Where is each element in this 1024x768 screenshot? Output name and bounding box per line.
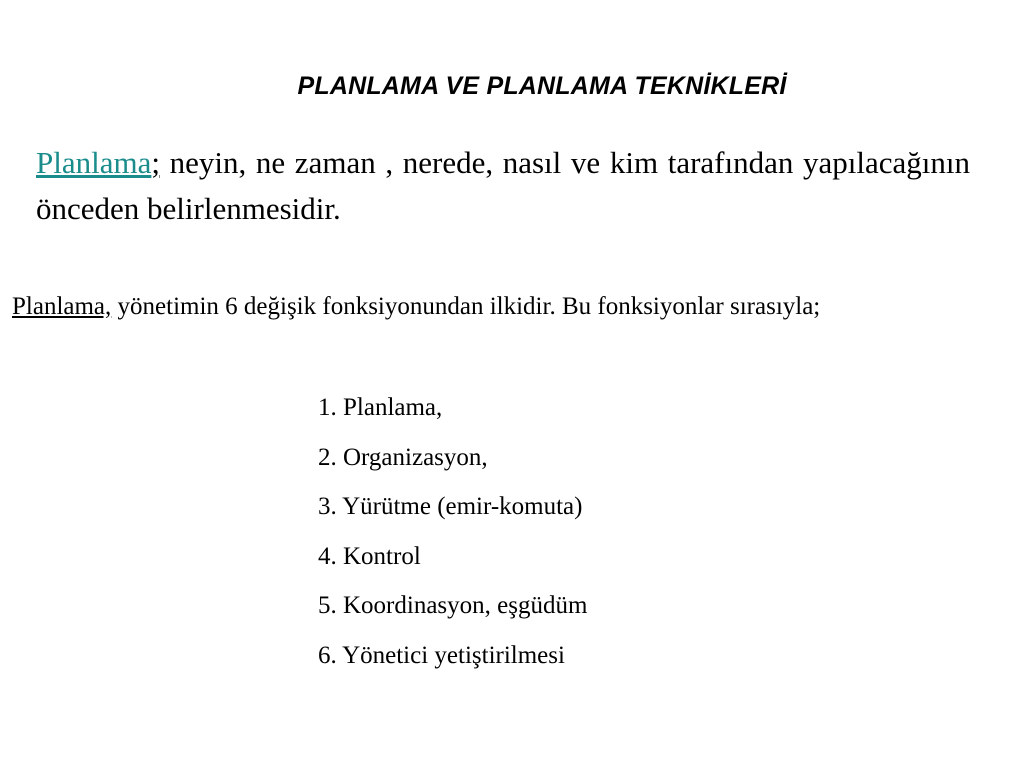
intro-term: Planlama, <box>12 293 112 320</box>
definition-term: Planlama <box>36 145 152 180</box>
list-item: 1. Planlama, <box>318 394 443 421</box>
list-item: 5. Koordinasyon, eşgüdüm <box>318 592 588 619</box>
list-item: 2. Organizasyon, <box>318 443 488 471</box>
intro-text: yönetimin 6 değişik fonksiyonundan ilkidir. Bu fonksiyonlar sırasıyla; <box>111 293 821 320</box>
intro-paragraph <box>12 283 979 331</box>
definition-text: neyin, ne zaman , nerede, nasıl ve kim tarafından yapılacağının önceden belirlenmesidir. <box>36 145 970 226</box>
list-item: 4. Kontrol <box>318 542 421 570</box>
functions-list <box>318 383 587 680</box>
slide-title: PLANLAMA VE PLANLAMA TEKNİKLERİ <box>297 72 787 100</box>
list-item: 6. Yönetici yetiştirilmesi <box>318 641 565 669</box>
definition-separator: ; <box>151 145 160 180</box>
definition-paragraph <box>36 140 970 232</box>
list-item: 3. Yürütme (emir-komuta) <box>318 493 583 520</box>
